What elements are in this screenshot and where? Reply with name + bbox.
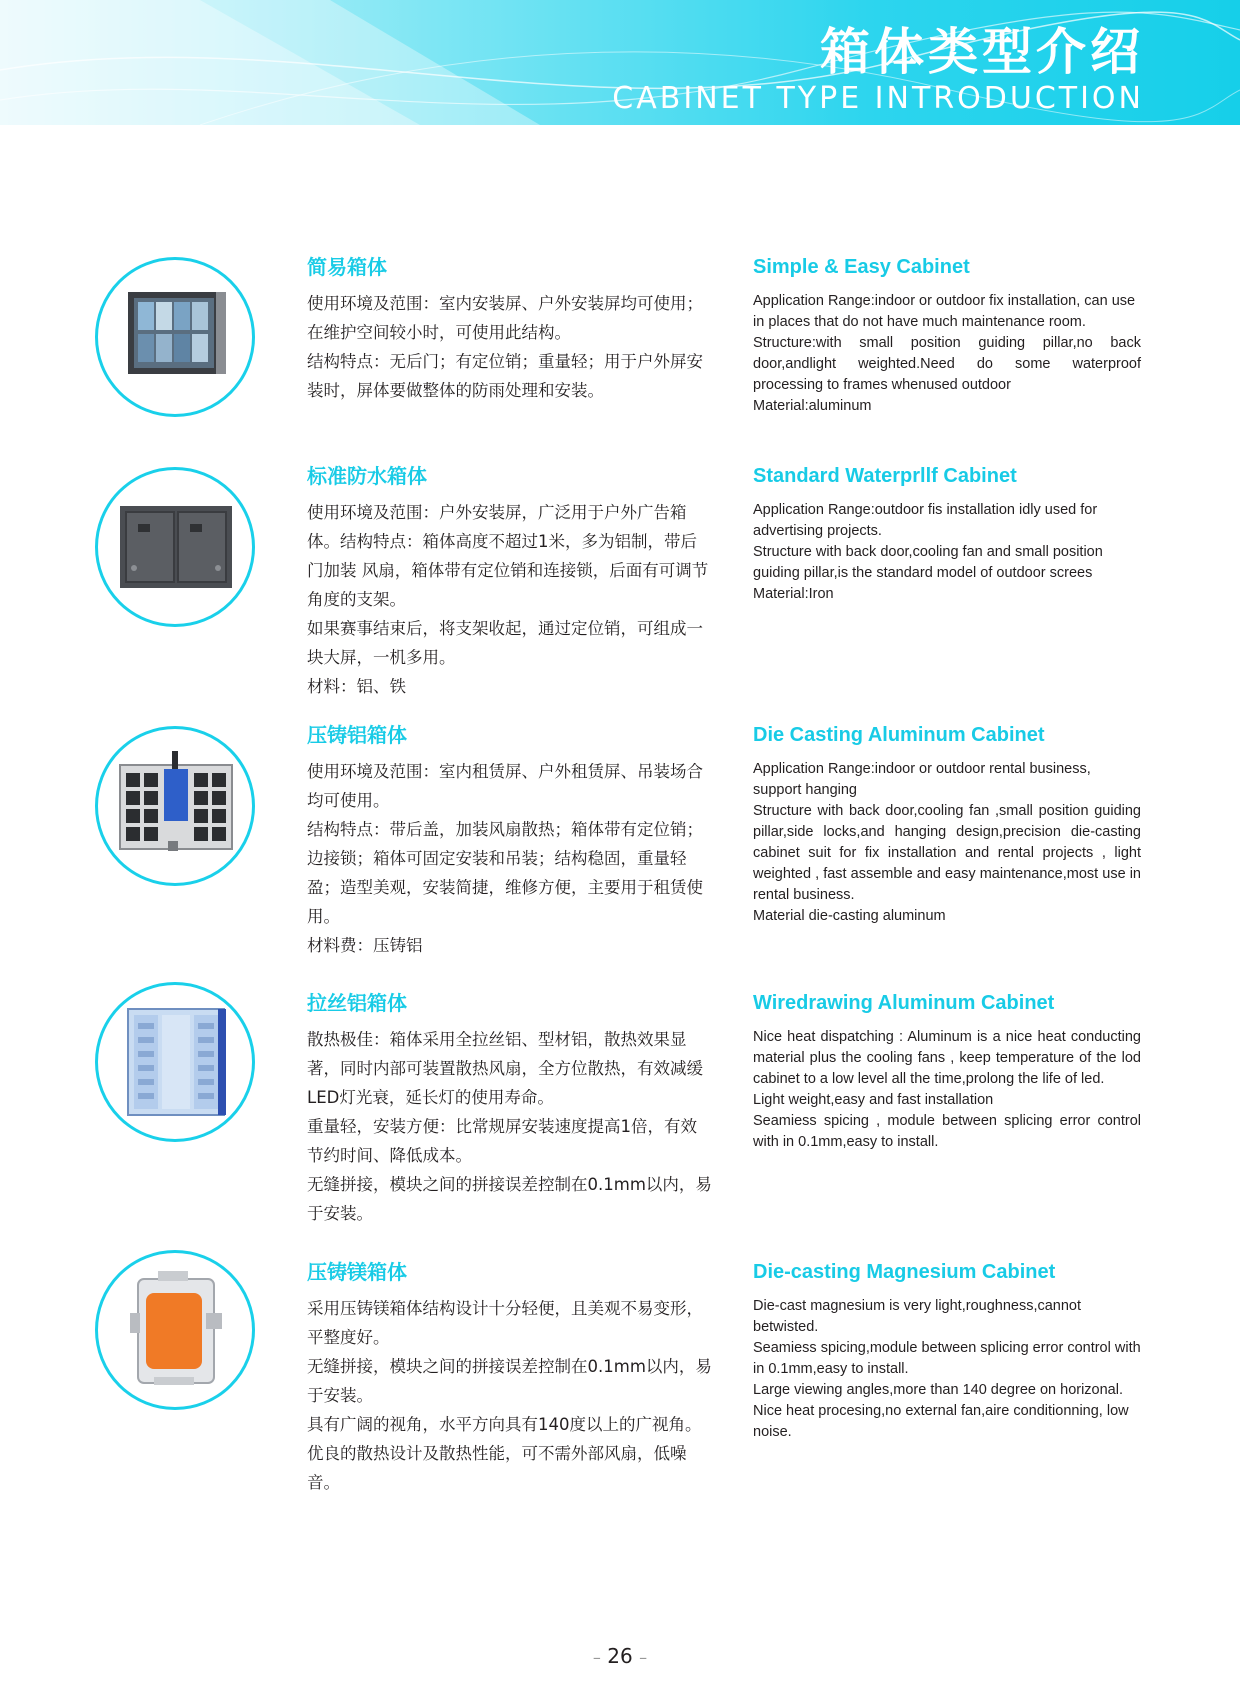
page-number-value: 26 <box>607 1644 633 1668</box>
section-body-en <box>753 291 1141 417</box>
paragraph: Nice heat procesing,no external fan,aire conditionning, low noise. <box>753 1403 1129 1440</box>
paragraph: Seamiess spicing,module between splicing error control with in 0.1mm,easy to install. <box>753 1340 1141 1377</box>
section-title-cn: 压铸铝箱体 <box>307 723 407 747</box>
section-title-cn: 压铸镁箱体 <box>307 1260 407 1284</box>
paragraph: 使用环境及范围：室内租赁屏、户外租赁屏、吊装场合均可使用。 <box>307 762 703 810</box>
page-title-cn: 箱体类型介绍 <box>820 23 1144 81</box>
paragraph: Structure:with small position guiding pillar,no back door,andlight weighted.Need do some waterproof processing to frames whenused outdoor <box>753 335 1141 393</box>
paragraph: 结构特点：无后门；有定位销；重量轻；用于户外屏安装时，屏体要做整体的防雨处理和安装。 <box>307 352 703 400</box>
paragraph: 采用压铸镁箱体结构设计十分轻便，且美观不易变形，平整度好。 <box>307 1299 703 1347</box>
paragraph: Structure with back door,cooling fan and small position guiding pillar,is the standard model of outdoor screes <box>753 544 1103 581</box>
waterproof-cabinet-image <box>95 467 255 627</box>
paragraph: Material:Iron <box>753 586 834 602</box>
paragraph: Seamiess spicing , module between splicing error control with in 0.1mm,easy to install. <box>753 1113 1141 1150</box>
paragraph: Nice heat dispatching : Aluminum is a nice heat conducting material plus the cooling fans , keep temperature of the lod cabinet to a low level all the time,prolong the life of led. <box>753 1029 1141 1087</box>
paragraph: 材料：铝、铁 <box>307 677 406 696</box>
paragraph: 使用环境及范围：户外安装屏，广泛用于户外广告箱体。结构特点：箱体高度不超过1米，多为铝制，带后门加装 风扇，箱体带有定位销和连接锁，后面有可调节角度的支架。 <box>307 503 709 609</box>
section-title-en: Wiredrawing Aluminum Cabinet <box>753 992 1055 1014</box>
paragraph: Application Range:indoor or outdoor rental business, support hanging <box>753 761 1091 798</box>
simple-cabinet-image <box>95 257 255 417</box>
paragraph: Structure with back door,cooling fan ,small position guiding pillar,side locks,and hanging design,precision die-casting cabinet suit for fix installation and rental projects , light weighted , fast assemble and easy maintenance,most use in rental business. <box>753 803 1141 903</box>
section-title-en: Simple & Easy Cabinet <box>753 256 970 278</box>
page-number <box>0 1644 1240 1668</box>
section-title-cn: 标准防水箱体 <box>307 464 427 488</box>
paragraph: 重量轻，安装方便：比常规屏安装速度提高1倍，有效节约时间、降低成本。 <box>307 1117 697 1165</box>
section-body-cn <box>307 1294 712 1497</box>
paragraph: 无缝拼接，模块之间的拼接误差控制在0.1mm以内，易于安装。 <box>307 1357 712 1405</box>
paragraph: Die-cast magnesium is very light,roughness,cannot betwisted. <box>753 1298 1082 1335</box>
section-body-cn <box>307 289 712 405</box>
section-body-en <box>753 1027 1141 1153</box>
section-title-en: Standard Waterprllf Cabinet <box>753 465 1017 487</box>
paragraph: Material:aluminum <box>753 398 872 414</box>
section-body-en <box>753 1296 1141 1443</box>
paragraph: 结构特点：带后盖，加装风扇散热；箱体带有定位销；边接锁；箱体可固定安装和吊装；结构稳固，重量轻盈；造型美观，安装简捷，维修方便，主要用于租赁使用。 <box>307 820 703 926</box>
paragraph: Large viewing angles,more than 140 degree on horizonal. <box>753 1382 1123 1398</box>
paragraph: Light weight,easy and fast installation <box>753 1092 994 1108</box>
wiredrawing-aluminum-cabinet-image <box>95 982 255 1142</box>
section-title-cn: 简易箱体 <box>307 255 387 279</box>
page-header <box>0 0 1240 125</box>
paragraph: 具有广阔的视角，水平方向具有140度以上的广视角。 <box>307 1415 702 1434</box>
section-body-cn <box>307 1025 712 1228</box>
paragraph: 散热极佳：箱体采用全拉丝铝、型材铝，散热效果显著，同时内部可装置散热风扇，全方位散热，有效减缓LED灯光衰，延长灯的使用寿命。 <box>307 1030 703 1107</box>
paragraph: 使用环境及范围：室内安装屏、户外安装屏均可使用；在维护空间较小时，可使用此结构。 <box>307 294 703 342</box>
page-title-en: CABINET TYPE INTRODUCTION <box>612 81 1144 116</box>
paragraph: Material die-casting aluminum <box>753 908 946 924</box>
die-casting-magnesium-cabinet-image <box>95 1250 255 1410</box>
section-body-cn <box>307 757 712 960</box>
page-number-dash: – <box>639 1648 648 1667</box>
paragraph: 无缝拼接，模块之间的拼接误差控制在0.1mm以内，易于安装。 <box>307 1175 712 1223</box>
section-title-en: Die-casting Magnesium Cabinet <box>753 1261 1056 1283</box>
section-title-en: Die Casting Aluminum Cabinet <box>753 724 1045 746</box>
section-body-en <box>753 759 1141 927</box>
paragraph: Application Range:indoor or outdoor fix installation, can use in places that do not have much maintenance room. <box>753 293 1136 330</box>
paragraph: 材料费：压铸铝 <box>307 936 423 955</box>
paragraph: 如果赛事结束后，将支架收起，通过定位销，可组成一块大屏，一机多用。 <box>307 619 703 667</box>
page-number-dash: – <box>592 1648 601 1667</box>
section-body-en <box>753 500 1141 605</box>
die-casting-aluminum-cabinet-image <box>95 726 255 886</box>
section-body-cn <box>307 498 712 701</box>
paragraph: Application Range:outdoor fis installation idly used for advertising projects. <box>753 502 1098 539</box>
paragraph: 优良的散热设计及散热性能，可不需外部风扇，低噪音。 <box>307 1444 687 1492</box>
section-title-cn: 拉丝铝箱体 <box>307 991 407 1015</box>
